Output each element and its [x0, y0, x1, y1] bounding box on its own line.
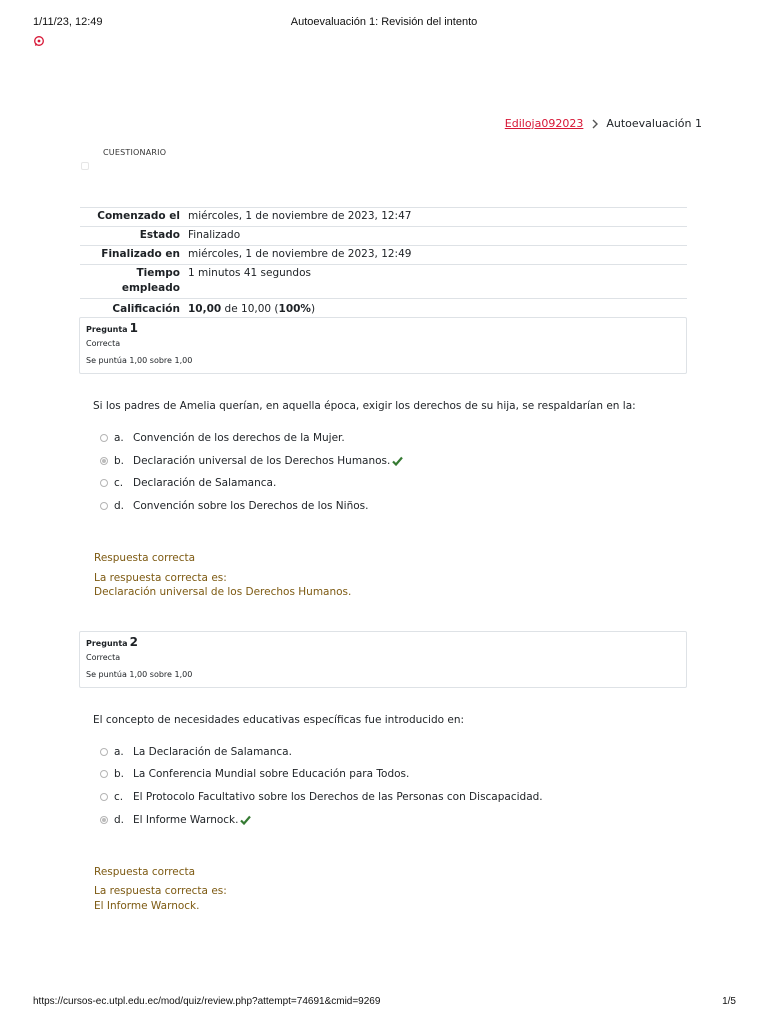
question-grade: Se puntúa 1,00 sobre 1,00 [86, 670, 193, 679]
question-label: Pregunta [86, 325, 128, 334]
answer-radio-selected[interactable] [100, 457, 108, 465]
question-state: Correcta [86, 339, 121, 348]
grade-score: 10,00 [188, 303, 222, 315]
attempt-summary-table [80, 207, 687, 322]
question-text: Si los padres de Amelia querían, en aquella época, exigir los derechos de su hija, se respaldarían en la: [93, 400, 636, 412]
breadcrumb-current: Autoevaluación 1 [606, 117, 702, 130]
answer-label: Declaración universal de los Derechos Humanos. [133, 455, 391, 467]
question-number [86, 635, 138, 649]
answer-letter: d. [114, 814, 125, 826]
question-grade: Se puntúa 1,00 sobre 1,00 [86, 356, 193, 365]
summary-value: miércoles, 1 de noviembre de 2023, 12:49 [188, 248, 412, 260]
summary-value: miércoles, 1 de noviembre de 2023, 12:47 [188, 210, 412, 222]
quiz-type-label: CUESTIONARIO [103, 148, 167, 157]
print-page-number: 1/5 [722, 996, 736, 1007]
summary-value: 1 minutos 41 segundos [188, 267, 311, 279]
question-text: El concepto de necesidades educativas específicas fue introducido en: [93, 714, 465, 726]
answer-option [100, 814, 251, 826]
answer-option [100, 746, 292, 758]
answer-label: La Declaración de Salamanca. [133, 746, 292, 758]
breadcrumb-course-link[interactable]: Ediloja092023 [504, 117, 584, 130]
breadcrumb [505, 117, 702, 130]
print-datetime: 1/11/23, 12:49 [33, 16, 103, 28]
question-number [86, 321, 138, 335]
summary-label: Finalizado en [101, 248, 180, 260]
question-number-value: 2 [129, 635, 138, 649]
answer-radio[interactable] [100, 502, 108, 510]
grade-percent: 100% [278, 303, 311, 315]
answer-radio[interactable] [100, 479, 108, 487]
answer-letter: b. [114, 455, 125, 467]
quiz-icon [81, 162, 89, 170]
answer-option [100, 477, 276, 489]
question-number-value: 1 [129, 321, 138, 335]
summary-row [80, 227, 687, 246]
right-answer: El Informe Warnock. [94, 900, 200, 912]
print-url: https://cursos-ec.utpl.edu.ec/mod/quiz/review.php?attempt=74691&cmid=9269 [33, 996, 381, 1007]
answer-letter: c. [114, 477, 124, 489]
question-state: Correcta [86, 653, 121, 662]
answer-option [100, 455, 403, 467]
question-info-box [79, 317, 687, 374]
summary-label: Tiempo empleado [121, 267, 180, 294]
answer-option [100, 791, 543, 803]
question-label: Pregunta [86, 639, 128, 648]
summary-label: Estado [139, 229, 180, 241]
answer-radio[interactable] [100, 770, 108, 778]
summary-row [80, 208, 687, 227]
right-answer-intro: La respuesta correcta es: [94, 572, 227, 584]
answer-label: El Informe Warnock. [133, 814, 239, 826]
question-info-box [79, 631, 687, 688]
answer-letter: b. [114, 768, 125, 780]
answer-letter: d. [114, 500, 125, 512]
answer-radio[interactable] [100, 748, 108, 756]
summary-label: Calificación [112, 303, 180, 315]
right-answer: Declaración universal de los Derechos Humanos. [94, 586, 352, 598]
summary-row [80, 246, 687, 265]
check-icon [240, 815, 251, 825]
answer-radio-selected[interactable] [100, 816, 108, 824]
answer-label: Convención sobre los Derechos de los Niños. [133, 500, 369, 512]
whatsapp-icon[interactable] [33, 35, 45, 47]
answer-option [100, 432, 345, 444]
summary-label: Comenzado el [97, 210, 180, 222]
grade-max: de 10,00 ( [221, 303, 279, 315]
answer-option [100, 768, 409, 780]
right-answer-intro: La respuesta correcta es: [94, 885, 227, 897]
answer-letter: a. [114, 432, 124, 444]
feedback-text: Respuesta correcta [94, 866, 196, 878]
print-title: Autoevaluación 1: Revisión del intento [290, 16, 478, 28]
answer-label: La Conferencia Mundial sobre Educación para Todos. [133, 768, 410, 780]
grade-close: ) [310, 303, 316, 315]
answer-radio[interactable] [100, 434, 108, 442]
answer-letter: c. [114, 791, 124, 803]
feedback-text: Respuesta correcta [94, 552, 196, 564]
answer-label: Convención de los derechos de la Mujer. [133, 432, 345, 444]
summary-row [80, 265, 687, 299]
answer-radio[interactable] [100, 793, 108, 801]
summary-value: Finalizado [188, 229, 241, 241]
answer-label: El Protocolo Facultativo sobre los Derechos de las Personas con Discapacidad. [133, 791, 543, 803]
answer-letter: a. [114, 746, 124, 758]
answer-option [100, 500, 368, 512]
chevron-right-icon [589, 118, 601, 130]
check-icon [392, 456, 403, 466]
answer-label: Declaración de Salamanca. [133, 477, 277, 489]
